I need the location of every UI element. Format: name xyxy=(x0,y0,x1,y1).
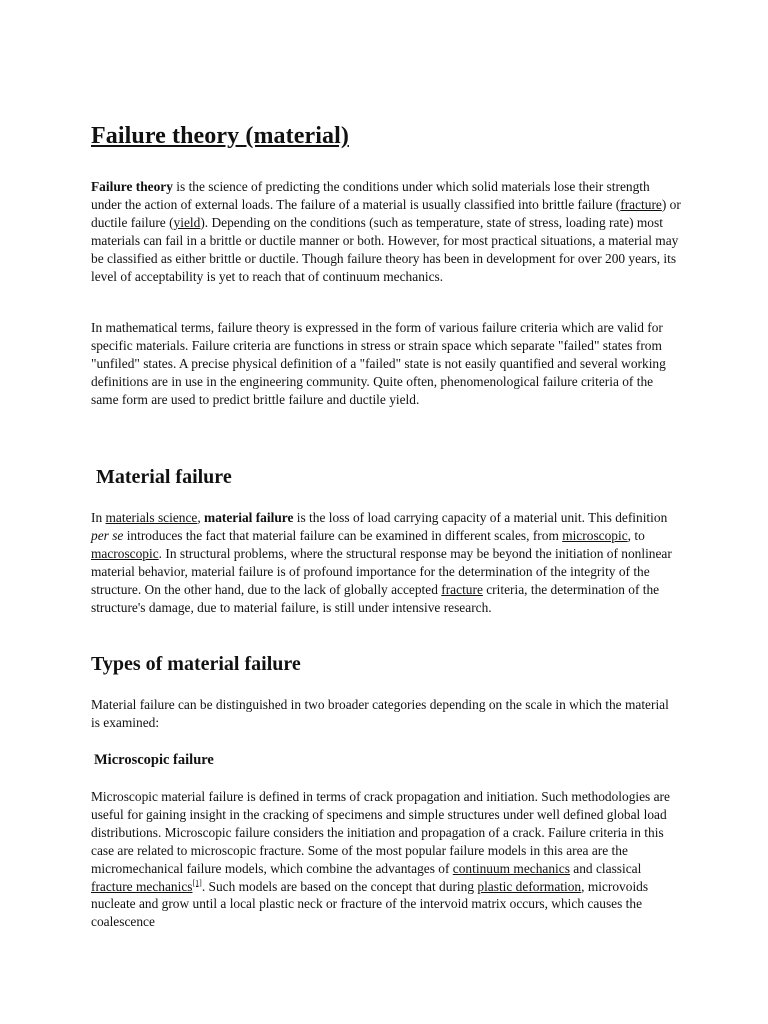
intro-paragraph xyxy=(91,178,681,285)
material-failure-paragraph xyxy=(91,509,681,616)
link-macroscopic[interactable]: macroscopic xyxy=(91,545,159,561)
intro-text-2: ) or ductile failure ( xyxy=(91,196,681,230)
mf-text-1: In xyxy=(91,510,106,525)
link-microscopic[interactable]: microscopic xyxy=(562,527,628,543)
heading-types-of-material-failure: Types of material failure xyxy=(91,653,301,675)
criteria-paragraph: In mathematical terms, failure theory is expressed in the form of various failure criteria which are valid for specific materials. Failure criteria are functions in stress or strain space which separate "failed" states from "unfiled" states. A precise physical definition of a "failed" state is not easily quantified and several working definitions are in use in the engineering community. Quite often, phenomenological failure criteria of the same form are used to predict brittle failure and ductile yield. xyxy=(91,320,666,407)
intro-term: Failure theory xyxy=(91,179,173,194)
heading-material-failure: Material failure xyxy=(96,466,232,488)
intro-text-3: ). Depending on the conditions (such as temperature, state of stress, loading rate) most materials can fail in a brittle or ductile manner or both. However, for most practical situations, a material may be classified as either brittle or ductile. Though failure theory has been in development for over 200 years, its level of acceptability is yet to reach that of continuum mechanics. xyxy=(91,214,679,284)
mi-text-2: and classical xyxy=(569,860,642,876)
mf-text-4: introduces the fact that material failure can be examined in different scales, from xyxy=(123,527,563,543)
types-paragraph: Material failure can be distinguished in two broader categories depending on the scale in which the material is examined: xyxy=(91,697,669,730)
link-materials-science[interactable]: materials science xyxy=(105,510,198,525)
mf-text-6: . In structural problems, where the structural response may be beyond the initiation of nonlinear material behavior, material failure is of profound importance for the determination of the integrity of the structure. On the other hand, due to the lack of globally accepted xyxy=(91,545,672,597)
reference-1[interactable]: [1] xyxy=(192,878,202,888)
mf-italic: per se xyxy=(91,527,124,543)
mi-text-3: . Such models are based on the concept that during xyxy=(201,878,478,894)
heading-microscopic-failure: Microscopic failure xyxy=(94,752,214,768)
intro-text-1: is the science of predicting the conditions under which solid materials lose their strength under the action of external loads. The failure of a material is usually classified into brittle failure ( xyxy=(91,179,650,212)
mi-text-1: Microscopic material failure is defined in terms of crack propagation and initiation. Such methodologies are useful for gaining insight in the cracking of specimens and simple structures under well defined global load distributions. Microscopic failure considers the initiation and propagation of a crack. Failure criteria in this case are related to microscopic fracture. Some of the most popular failure models in this area are the micromechanical failure models, which combine the advantages of xyxy=(91,789,670,876)
link-continuum-mechanics[interactable]: continuum mechanics xyxy=(452,860,570,876)
link-yield[interactable]: yield xyxy=(173,214,201,230)
mf-text-2: , xyxy=(197,510,205,525)
mf-text-3: is the loss of load carrying capacity of a material unit. This definition xyxy=(293,510,668,525)
page-title: Failure theory (material) xyxy=(91,123,349,149)
link-fracture-mechanics[interactable]: fracture mechanics xyxy=(91,878,193,894)
mf-bold-term: material failure xyxy=(204,510,294,525)
mf-text-7: criteria, the determination of the structure's damage, due to material failure, is still under intensive research. xyxy=(91,581,660,615)
mi-text-4: , microvoids nucleate and grow until a local plastic neck or fracture of the intervoid matrix occurs, which causes the coalescence xyxy=(91,878,649,930)
link-fracture-2[interactable]: fracture xyxy=(441,581,483,597)
mf-text-5: , to xyxy=(627,527,645,543)
microscopic-paragraph xyxy=(91,788,681,931)
link-plastic-deformation[interactable]: plastic deformation xyxy=(477,878,582,894)
link-fracture[interactable]: fracture xyxy=(620,196,662,212)
